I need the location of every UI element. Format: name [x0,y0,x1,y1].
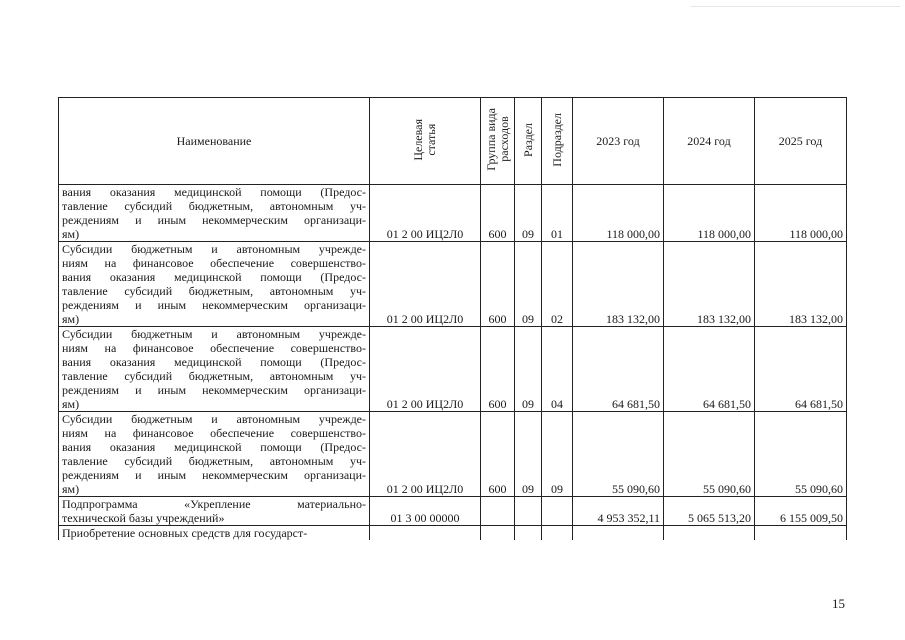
row-name-line: ям) [62,482,80,496]
row-value-2023: 118 000,00 [573,185,664,242]
row-value-2023: 4 953 352,11 [573,497,664,526]
table-row [59,327,847,412]
row-value-2023: 55 090,60 [573,412,664,497]
row-name-line: тавление субсидий бюджетным, автономным уч- [62,284,366,298]
row-name-line: ям) [62,397,80,411]
header-2024: 2024 год [664,98,755,185]
row-value-2025: 183 132,00 [755,242,847,327]
row-section: 09 [515,185,542,242]
row-value-2025: 55 090,60 [755,412,847,497]
budget-table [58,97,847,540]
row-target-article: 01 2 00 ИЦ2Л0 [370,412,481,497]
row-target-article: 01 3 00 00000 [370,497,481,526]
header-name: Наименование [59,98,370,185]
row-value-2025 [755,526,847,541]
row-value-2025: 118 000,00 [755,185,847,242]
row-section: 09 [515,242,542,327]
table-row [59,242,847,327]
row-value-2023: 64 681,50 [573,327,664,412]
row-expense-group: 600 [481,185,515,242]
row-value-2023 [573,526,664,541]
page-number: 15 [832,596,845,611]
row-expense-group: 600 [481,412,515,497]
row-name-cell [59,242,370,327]
row-name-line: ниям на финансовое обеспечение совершенство- [62,256,366,270]
row-name-line: реждениям и иным некоммерческим организаци- [62,213,366,227]
row-name-line: Подпрограмма «Укрепление материально- [62,497,366,511]
row-name-line: ям) [62,227,80,241]
table-row [59,412,847,497]
row-subsection: 02 [542,242,573,327]
row-name-line: реждениям и иным некоммерческим организаци- [62,298,366,312]
row-section: 09 [515,327,542,412]
row-name-line: вания оказания медицинской помощи (Предос- [62,440,366,454]
row-name-line: ниям на финансовое обеспечение совершенство- [62,341,366,355]
row-value-2024 [664,526,755,541]
row-subsection [542,526,573,541]
row-target-article: 01 2 00 ИЦ2Л0 [370,327,481,412]
row-name-line: реждениям и иным некоммерческим организаци- [62,468,366,482]
row-name-line: Субсидии бюджетным и автономным учрежде- [62,242,366,256]
row-name-line: ям) [62,312,80,326]
row-name-line: Субсидии бюджетным и автономным учрежде- [62,327,366,341]
row-name-line: ниям на финансовое обеспечение совершенство- [62,426,366,440]
row-name-line: Приобретение основных средств для государст- [62,526,308,540]
row-name-line: вания оказания медицинской помощи (Предос- [62,270,366,284]
table-row [59,185,847,242]
row-subsection: 04 [542,327,573,412]
header-section: Раздел [515,98,542,185]
row-name-line: вания оказания медицинской помощи (Предос- [62,185,366,199]
row-value-2025: 6 155 009,50 [755,497,847,526]
row-target-article: 01 2 00 ИЦ2Л0 [370,242,481,327]
row-subsection: 09 [542,412,573,497]
row-expense-group: 600 [481,242,515,327]
header-subsection: Подраздел [542,98,573,185]
row-value-2024: 64 681,50 [664,327,755,412]
row-name-line: Субсидии бюджетным и автономным учрежде- [62,412,366,426]
row-name-line: реждениям и иным некоммерческим организаци- [62,383,366,397]
row-name-line: технической базы учреждений» [62,511,225,525]
header-target-article: Целевая статья [370,98,481,185]
row-expense-group: 600 [481,327,515,412]
row-section: 09 [515,412,542,497]
row-value-2024: 55 090,60 [664,412,755,497]
row-value-2023: 183 132,00 [573,242,664,327]
row-section [515,497,542,526]
table-row [59,497,847,526]
row-section [515,526,542,541]
header-2023: 2023 год [573,98,664,185]
row-name-line: тавление субсидий бюджетным, автономным уч- [62,199,366,213]
row-value-2024: 183 132,00 [664,242,755,327]
header-expense-group: Группа вида расходов [481,98,515,185]
row-name-cell [59,497,370,526]
row-expense-group [481,526,515,541]
row-name-cell [59,526,370,541]
row-value-2024: 118 000,00 [664,185,755,242]
row-subsection: 01 [542,185,573,242]
table-row [59,526,847,541]
row-target-article: 01 2 00 ИЦ2Л0 [370,185,481,242]
row-name-cell [59,185,370,242]
table-header-row [59,98,847,185]
row-name-line: вания оказания медицинской помощи (Предос- [62,355,366,369]
scan-artifact-line [690,6,900,7]
row-name-line: тавление субсидий бюджетным, автономным уч- [62,454,366,468]
row-name-line: тавление субсидий бюджетным, автономным уч- [62,369,366,383]
table-body [59,185,847,541]
row-subsection [542,497,573,526]
row-target-article [370,526,481,541]
row-value-2024: 5 065 513,20 [664,497,755,526]
row-name-cell [59,412,370,497]
row-expense-group [481,497,515,526]
row-value-2025: 64 681,50 [755,327,847,412]
header-2025: 2025 год [755,98,847,185]
row-name-cell [59,327,370,412]
